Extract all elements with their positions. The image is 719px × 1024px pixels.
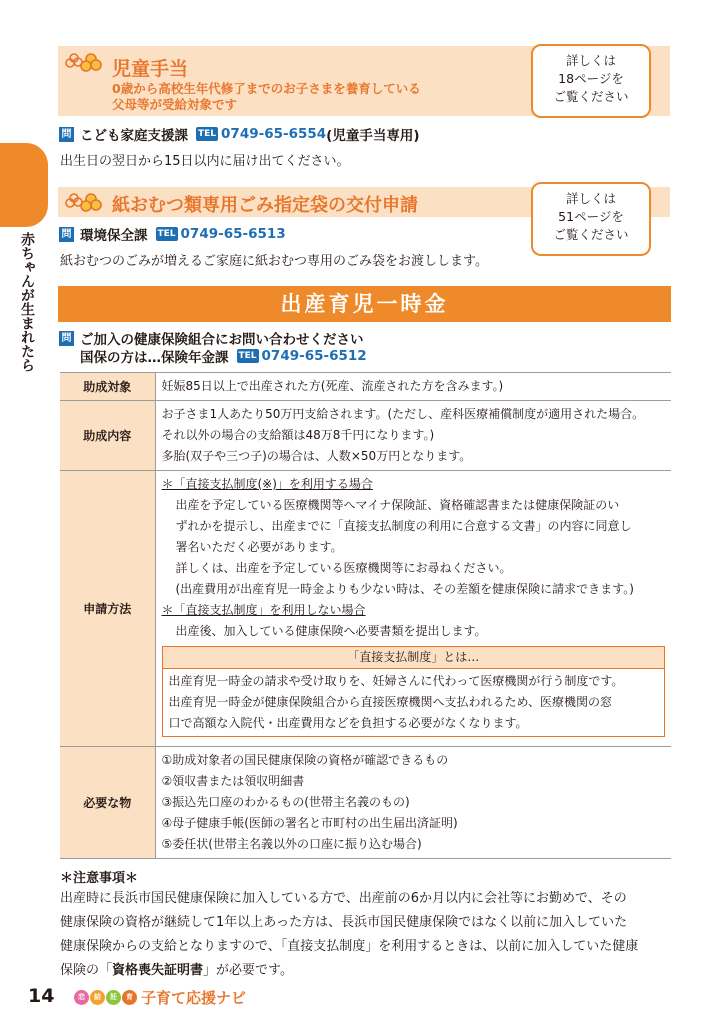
loss-certificate: 資格喪失証明書 bbox=[112, 963, 204, 978]
category-dot-icon: 恋 bbox=[74, 990, 89, 1005]
child-allowance-subtitle-1: 0歳から高校生年代修了までのお子さまを養育している bbox=[112, 81, 421, 96]
method-line: 詳しくは、出産を予定している医療機関等にお尋ねください。 bbox=[175, 561, 512, 575]
tel-icon: TEL bbox=[198, 129, 217, 139]
contact-dept: 環境保全課 bbox=[80, 228, 148, 244]
row-value-needs bbox=[155, 747, 671, 859]
lump-sum-table bbox=[60, 372, 671, 859]
row-label-target: 助成対象 bbox=[60, 373, 155, 401]
box-line: 出産育児一時金の請求や受け取りを、妊婦さんに代わって医療機関が行う制度です。 bbox=[168, 674, 624, 688]
notes-line-4-post: 」が必要です。 bbox=[203, 963, 293, 978]
child-allowance-more-box bbox=[531, 44, 651, 118]
needs-item: ②領収書または領収明細書 bbox=[161, 774, 305, 788]
more-line: ご覧ください bbox=[553, 89, 629, 104]
row-label-content: 助成内容 bbox=[60, 401, 155, 471]
method-line: ずれかを提示し、出産までに「直接支払制度の利用に合意する文書」の内容に同意し bbox=[175, 519, 632, 533]
method-line: (出産費用が出産育児一時金よりも少ない時は、その差額を健康保険に請求できます。) bbox=[175, 582, 634, 596]
tel-icon: TEL bbox=[157, 229, 176, 239]
method-heading-2: ＊「直接支払制度」を利用しない場合 bbox=[161, 603, 366, 617]
diaper-body: 紙おむつのごみが増えるご家庭に紙おむつ専用のごみ袋をお渡しします。 bbox=[60, 254, 488, 269]
tel-icon: TEL bbox=[238, 351, 257, 361]
notes-line: 出産時に長浜市国民健康保険に加入している方で、出産前の6か月以内に会社等にお勤めで、その bbox=[60, 891, 627, 906]
notes-text bbox=[60, 887, 675, 983]
side-tab bbox=[0, 143, 48, 227]
method-heading-1: ＊「直接支払制度(※)」を利用する場合 bbox=[161, 477, 373, 491]
child-allowance-title: 児童手当 bbox=[112, 58, 189, 80]
row-label-method: 申請方法 bbox=[60, 471, 155, 747]
tel-number: 0749-65-6512 bbox=[261, 348, 367, 364]
contact-line-2: 国保の方は…保険年金課 bbox=[80, 350, 229, 366]
footer-title: 子育て応援ナビ bbox=[141, 989, 247, 1007]
more-line: 51ページを bbox=[558, 209, 624, 224]
row-label-needs: 必要な物 bbox=[60, 747, 155, 859]
box-line: 口で高額な入院代・出産費用などを負担する必要がなくなります。 bbox=[168, 716, 528, 730]
direct-payment-title: 「直接支払制度」とは… bbox=[163, 647, 665, 669]
content-line: それ以外の場合の支給額は48万8千円になります。) bbox=[161, 428, 435, 442]
side-label: 赤ちゃんが生まれたら bbox=[19, 232, 35, 372]
flower-icon bbox=[64, 50, 104, 74]
content-line: 多胎(双子や三つ子)の場合は、人数×50万円となります。 bbox=[161, 449, 472, 463]
flower-icon bbox=[64, 190, 104, 214]
notes-line-4-pre: 保険の「 bbox=[60, 963, 113, 978]
notes-line bbox=[60, 959, 675, 983]
needs-item: ①助成対象者の国民健康保険の資格が確認できるもの bbox=[161, 753, 449, 767]
table-row bbox=[60, 373, 671, 401]
more-line: 詳しくは bbox=[565, 53, 616, 68]
tel-note: (児童手当専用) bbox=[326, 128, 420, 144]
row-value-method bbox=[155, 471, 671, 747]
question-icon: 問 bbox=[59, 127, 74, 142]
table-row bbox=[60, 747, 671, 859]
needs-item: ③振込先口座のわかるもの(世帯主名義のもの) bbox=[161, 795, 410, 809]
box-line: 出産育児一時金が健康保険組合から直接医療機関へ支払われるため、医療機関の窓 bbox=[168, 695, 613, 709]
diaper-title: 紙おむつ類専用ごみ指定袋の交付申請 bbox=[112, 195, 418, 216]
direct-payment-box bbox=[162, 646, 666, 737]
row-value-target: 妊娠85日以上で出産された方(死産、流産された方を含みます。) bbox=[155, 373, 671, 401]
notes-title: ＊注意事項＊ bbox=[60, 871, 139, 886]
row-value-content bbox=[155, 401, 671, 471]
direct-payment-body bbox=[163, 669, 665, 736]
question-icon: 問 bbox=[59, 227, 74, 242]
method-line: 出産を予定している医療機関等へマイナ保険証、資格確認書または健康保険証のい bbox=[175, 498, 620, 512]
footer-category-dots bbox=[74, 990, 137, 1005]
question-icon: 問 bbox=[59, 331, 74, 346]
needs-item: ⑤委任状(世帯主名義以外の口座に振り込む場合) bbox=[161, 837, 422, 851]
notes-line: 健康保険の資格が継続して1年以上あった方は、長浜市国民健康保険ではなく以前に加入していた bbox=[60, 915, 628, 930]
table-row bbox=[60, 401, 671, 471]
child-allowance-contact bbox=[59, 124, 420, 144]
category-dot-icon: 妊 bbox=[106, 990, 121, 1005]
category-dot-icon: 育 bbox=[122, 990, 137, 1005]
lump-sum-contact-2 bbox=[80, 346, 367, 366]
method-line: 署名いただく必要があります。 bbox=[175, 540, 343, 554]
needs-item: ④母子健康手帳(医師の署名と市町村の出生届出済証明) bbox=[161, 816, 458, 830]
tel-number: 0749-65-6554 bbox=[221, 126, 327, 142]
contact-dept: こども家庭支援課 bbox=[80, 128, 188, 144]
page-number: 14 bbox=[28, 985, 55, 1007]
category-dot-icon: 結 bbox=[90, 990, 105, 1005]
diaper-more-box bbox=[531, 182, 651, 256]
table-row bbox=[60, 471, 671, 747]
lump-sum-title: 出産育児一時金 bbox=[58, 286, 671, 322]
more-line: 18ページを bbox=[558, 71, 624, 86]
contact-line-1: ご加入の健康保険組合にお問い合わせください bbox=[80, 332, 364, 348]
content-line: お子さま1人あたり50万円支給されます。(ただし、産科医療補償制度が適用された場合。 bbox=[161, 407, 645, 421]
method-line: 出産後、加入している健康保険へ必要書類を提出します。 bbox=[175, 624, 487, 638]
more-line: 詳しくは bbox=[565, 191, 616, 206]
notes-line: 健康保険からの支給となりますので、「直接支払制度」を利用するときは、以前に加入していた健康 bbox=[60, 939, 639, 954]
child-allowance-subtitle-2: 父母等が受給対象です bbox=[112, 97, 238, 112]
child-allowance-body: 出生日の翌日から15日以内に届け出てください。 bbox=[60, 154, 350, 169]
diaper-contact bbox=[59, 224, 286, 244]
tel-number: 0749-65-6513 bbox=[180, 226, 286, 242]
lump-sum-contact-1 bbox=[59, 328, 364, 348]
more-line: ご覧ください bbox=[553, 227, 629, 242]
